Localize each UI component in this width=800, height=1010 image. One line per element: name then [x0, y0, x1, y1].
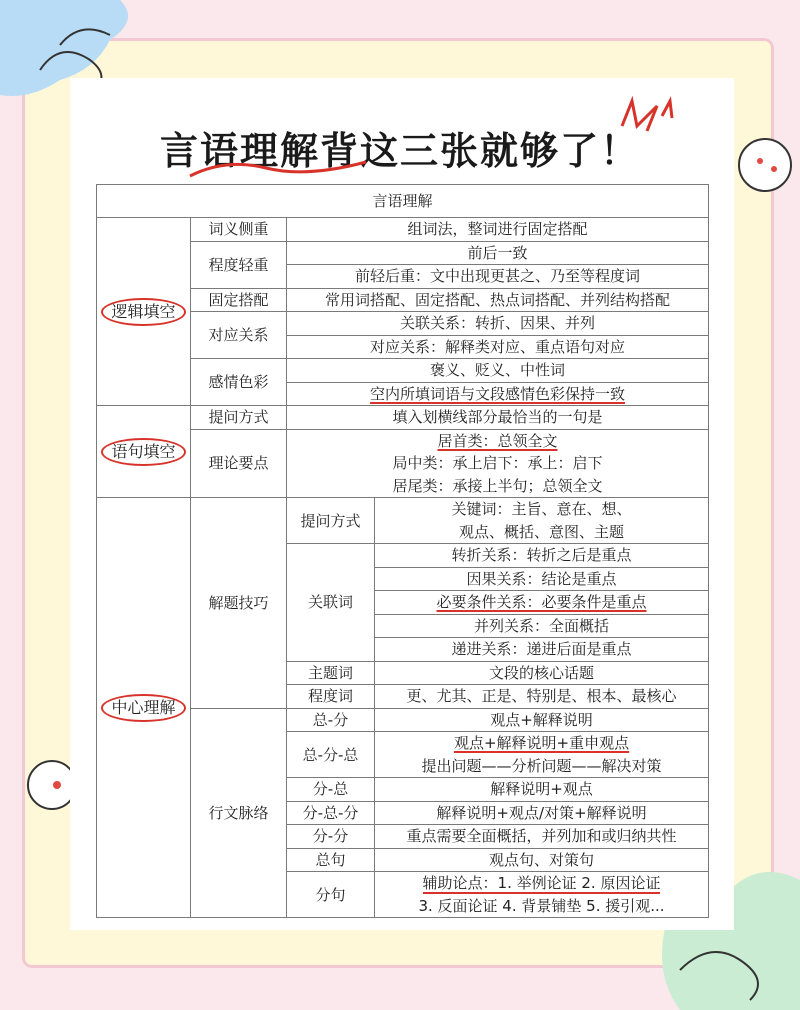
- row-value: 组词法，整词进行固定搭配: [287, 218, 709, 242]
- sub-label: 提问方式: [287, 498, 375, 544]
- row-value: 局中类：承上启下：承上：启下: [287, 452, 709, 475]
- highlight-text: 居首类：总领全文: [437, 431, 558, 450]
- group-sentence-fill: [97, 406, 191, 498]
- row-value-highlighted: [287, 382, 709, 406]
- group-central-understanding: [97, 498, 191, 918]
- row-label: 行文脉络: [191, 708, 287, 918]
- row-value: 3. 反面论证 4. 背景铺垫 5. 援引观...: [375, 895, 709, 918]
- page-title: 言语理解背这三张就够了！: [159, 129, 640, 173]
- highlight-text: 空内所填词语与文段感情色彩保持一致: [370, 384, 626, 403]
- stars-doodle: [612, 96, 682, 146]
- row-value: 前后一致: [287, 241, 709, 265]
- sub-label: 关联词: [287, 544, 375, 662]
- sub-label: 分-总-分: [287, 801, 375, 825]
- row-label: 理论要点: [191, 429, 287, 498]
- row-value: 关联关系：转折、因果、并列: [287, 312, 709, 336]
- row-value: 因果关系：结论是重点: [375, 567, 709, 591]
- title-scribble-underline: [186, 156, 376, 186]
- row-value: 并列关系：全面概括: [375, 614, 709, 638]
- group-label-oval: 中心理解: [101, 694, 185, 722]
- row-label: 词义侧重: [191, 218, 287, 242]
- group-label-oval: 语句填空: [101, 438, 185, 466]
- sub-label: 分-总: [287, 778, 375, 802]
- row-value-highlighted: [375, 591, 709, 615]
- sub-label: 总-分: [287, 708, 375, 732]
- row-value: 填入划横线部分最恰当的一句是: [287, 406, 709, 430]
- row-value-highlighted: [375, 732, 709, 755]
- highlight-text: 必要条件关系：必要条件是重点: [436, 593, 647, 612]
- row-label: 提问方式: [191, 406, 287, 430]
- sub-label: 主题词: [287, 661, 375, 685]
- highlight-text: 辅助论点：1. 举例论证 2. 原因论证: [422, 874, 661, 893]
- row-value: 对应关系：解释类对应、重点语句对应: [287, 335, 709, 359]
- row-value: 解释说明+观点: [375, 778, 709, 802]
- row-label: 固定搭配: [191, 288, 287, 312]
- row-label: 感情色彩: [191, 359, 287, 406]
- row-value: 居尾类：承接上半句；总领全文: [287, 475, 709, 498]
- sub-label: 总-分-总: [287, 732, 375, 778]
- sub-label: 总句: [287, 848, 375, 872]
- row-value: 重点需要全面概括，并列加和或归纳共性: [375, 825, 709, 849]
- row-label: 解题技巧: [191, 498, 287, 709]
- table-header: 言语理解: [97, 185, 709, 218]
- sub-label: 分-分: [287, 825, 375, 849]
- row-value: 递进关系：递进后面是重点: [375, 638, 709, 662]
- group-label-oval: 逻辑填空: [101, 298, 185, 326]
- row-value: 常用词搭配、固定搭配、热点词搭配、并列结构搭配: [287, 288, 709, 312]
- row-value: 关键词：主旨、意在、想、: [375, 498, 709, 521]
- row-label: 程度轻重: [191, 241, 287, 288]
- group-logic-fill: [97, 218, 191, 406]
- row-value: 观点+解释说明: [375, 708, 709, 732]
- row-value: 转折关系：转折之后是重点: [375, 544, 709, 568]
- summary-table: [96, 184, 709, 918]
- row-value: 文段的核心话题: [375, 661, 709, 685]
- row-value: 解释说明+观点/对策+解释说明: [375, 801, 709, 825]
- row-value: 观点、概括、意图、主题: [375, 521, 709, 544]
- row-value: 前轻后重：文中出现更甚之、乃至等程度词: [287, 265, 709, 289]
- row-value: 提出问题——分析问题——解决对策: [375, 755, 709, 778]
- sub-label: 分句: [287, 872, 375, 918]
- row-label: 对应关系: [191, 312, 287, 359]
- row-value: 观点句、对策句: [375, 848, 709, 872]
- sub-label: 程度词: [287, 685, 375, 709]
- highlight-text: 观点+解释说明+重申观点: [453, 734, 630, 753]
- row-value: 褒义、贬义、中性词: [287, 359, 709, 383]
- row-value: 更、尤其、正是、特别是、根本、最核心: [375, 685, 709, 709]
- row-value: [287, 429, 709, 452]
- row-value: [375, 872, 709, 895]
